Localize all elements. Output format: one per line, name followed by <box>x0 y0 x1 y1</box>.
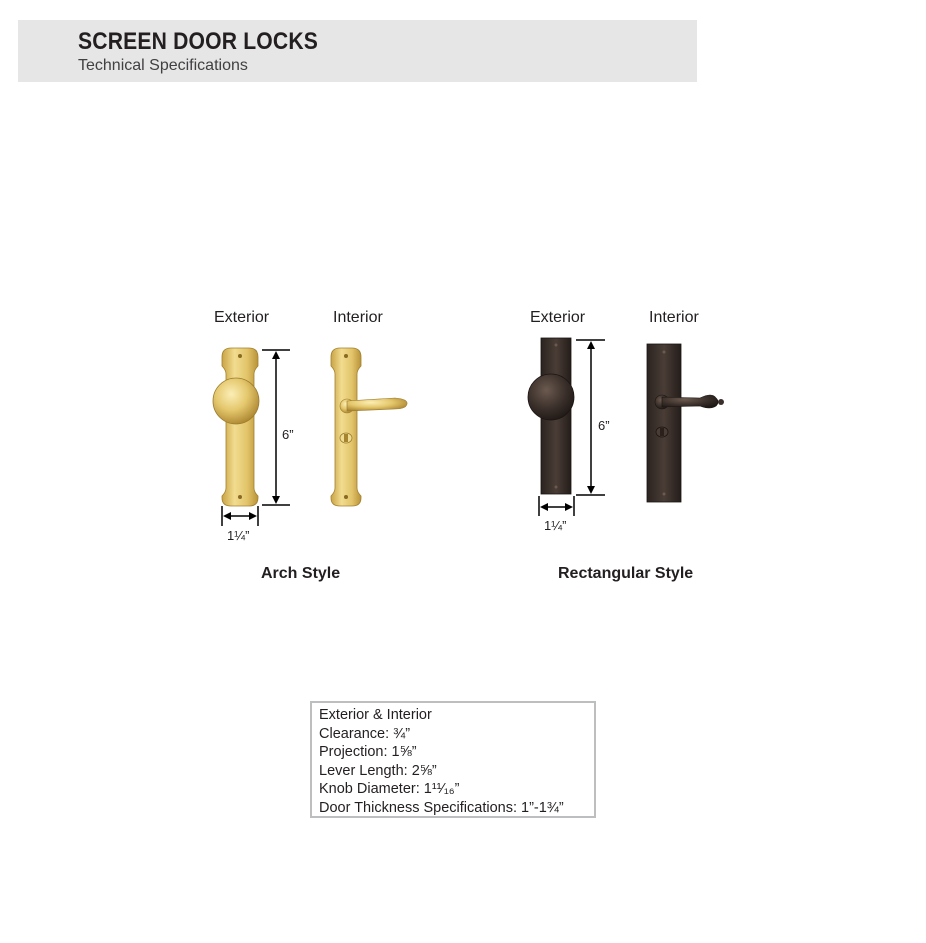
page-title: SCREEN DOOR LOCKS <box>78 28 319 55</box>
page-subtitle: Technical Specifications <box>78 57 248 74</box>
arch-exterior-knob <box>213 378 259 424</box>
spec-knob-diameter: Knob Diameter: 1¹¹⁄₁₆” <box>319 781 460 797</box>
rect-width-label: 1¼” <box>544 518 567 533</box>
rect-exterior-knob <box>528 374 574 420</box>
spec-clearance: Clearance: ¾” <box>319 725 411 742</box>
arch-width-dimension <box>222 506 258 526</box>
specs-heading: Exterior & Interior <box>319 707 432 723</box>
arch-height-label: 6” <box>282 427 294 442</box>
rect-width-dimension <box>539 496 574 516</box>
arch-exterior-plate <box>222 348 258 506</box>
rect-interior-lever <box>655 395 724 409</box>
spec-lever-length: Lever Length: 2⅝” <box>319 762 437 779</box>
arch-interior-plate <box>331 348 361 506</box>
arch-interior-lever <box>340 398 407 413</box>
spec-door-thickness: Door Thickness Specifications: 1”-1¾” <box>319 799 564 816</box>
arch-width-label: 1¼” <box>227 528 250 543</box>
arch-style-name: Arch Style <box>261 565 341 582</box>
rect-interior-thumbturn <box>656 427 668 437</box>
rect-height-label: 6” <box>598 418 610 433</box>
rect-interior-plate <box>647 344 681 502</box>
arch-exterior-label: Exterior <box>214 309 270 326</box>
arch-interior-label: Interior <box>333 309 383 326</box>
rect-interior-label: Interior <box>649 309 699 326</box>
specifications-box <box>310 701 596 818</box>
rect-style-name: Rectangular Style <box>558 565 694 582</box>
spec-projection: Projection: 1⅝” <box>319 744 417 760</box>
arch-interior-thumbturn <box>340 433 352 443</box>
rect-exterior-label: Exterior <box>530 309 586 326</box>
